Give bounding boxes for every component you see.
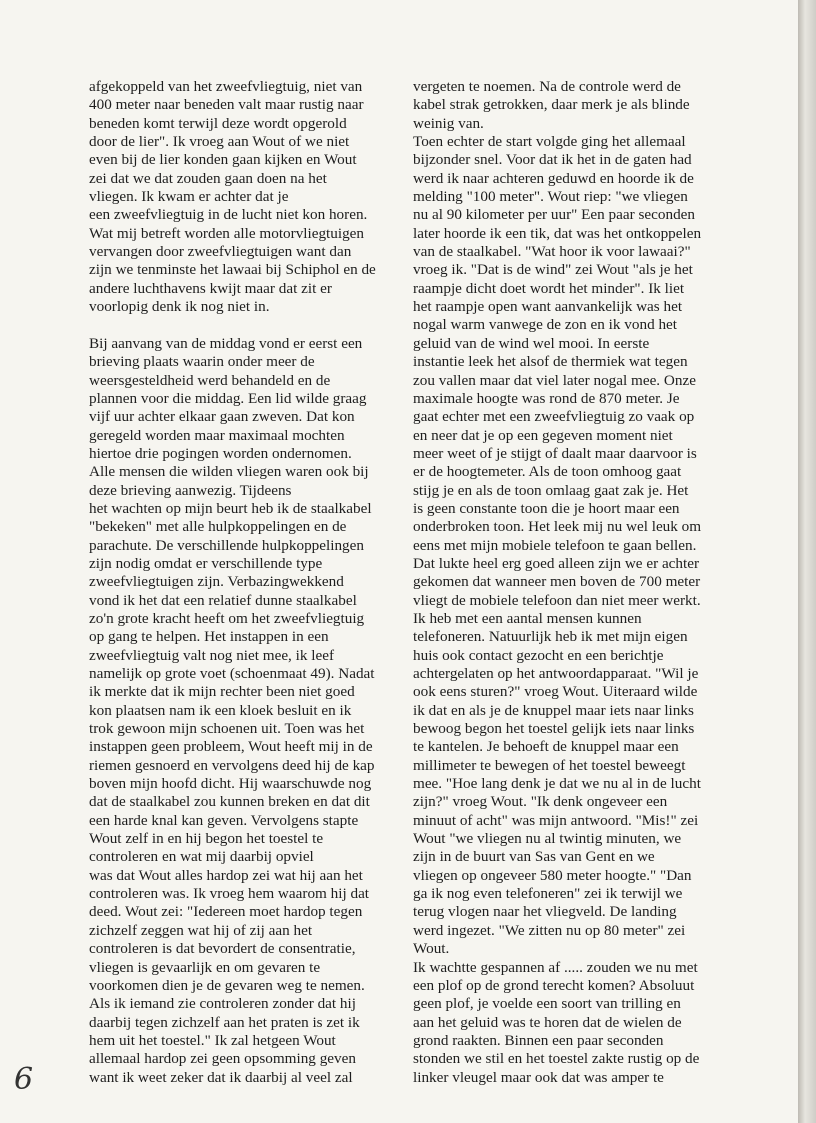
text-line: een harde knal kan geven. Vervolgens stapte <box>89 811 359 829</box>
text-line: bijzonder snel. Voor dat ik het in de gaten had <box>413 151 692 169</box>
text-line: deed. Wout zei: "Iedereen moet hardop tegen <box>89 903 363 921</box>
text-line: controleren is dat bevordert de consentratie, <box>89 940 356 958</box>
text-line: zo'n grote kracht heeft om het zweefvliegtuig <box>89 609 365 627</box>
article-column-left <box>89 78 389 1087</box>
text-line: te kantelen. Je behoeft de knuppel maar een <box>413 738 679 756</box>
text-line: zou vallen maar dat viel later nogal mee. Onze <box>413 371 696 389</box>
text-line: geen plof, je voelde een soort van trilling en <box>413 995 681 1013</box>
text-line: "bekeken" met alle hulpkoppelingen en de <box>89 518 347 536</box>
text-line: zweefvliegtuig valt nog niet mee, ik leef <box>89 646 335 664</box>
text-line: en neer dat je op een gegeven moment niet <box>413 426 673 444</box>
text-line: Wat mij betreft worden alle motorvliegtuigen <box>89 224 365 242</box>
text-line: zei dat we dat zouden gaan doen na het <box>89 169 327 187</box>
text-line: achtergelaten op het antwoordapparaat. "Wil je <box>413 665 699 682</box>
text-line: zijn?" vroeg Wout. "Ik denk ongeveer een <box>413 793 668 811</box>
text-line: is geen constante toon die je hoort maar een <box>413 499 680 517</box>
text-line: voorkomen dien je de gevaren weg te nemen. <box>89 976 365 994</box>
text-line: gaat echter met een zweefvliegtuig zo vaak op <box>413 408 695 426</box>
text-line: controleren en wat mij daarbij opviel <box>89 848 314 866</box>
text-line: daarbij tegen zichzelf aan het praten is zet ik <box>89 1013 360 1031</box>
text-line: vervangen door zweefvliegtuigen want dan <box>89 243 352 261</box>
text-line: vergeten te noemen. Na de controle werd de <box>413 78 681 95</box>
text-line: geregeld worden maar maximaal mochten <box>89 426 345 444</box>
text-line: aan het geluid was te horen dat de wielen de <box>413 1013 682 1031</box>
text-line: ga ik nog even telefoneren" zei ik terwijl we <box>413 885 683 903</box>
text-line: een zweefvliegtuig in de lucht niet kon horen. <box>89 206 368 224</box>
text-line: parachute. De verschillende hulpkoppelingen <box>89 536 364 554</box>
text-line: van de staalkabel. "Wat hoor ik voor lawaai?" <box>413 243 691 261</box>
text-line: maximale hoogte was rond de 870 meter. Je <box>413 389 680 407</box>
text-line: voorlopig denk ik nog niet in. <box>89 298 270 316</box>
text-line: andere luchthavens kwijt maar dat zit er <box>89 279 332 297</box>
text-line: Als ik iemand zie controleren zonder dat hij <box>89 995 356 1013</box>
text-line: vliegen. Ik kwam er achter dat je <box>89 188 289 206</box>
text-line: namelijk op grote voet (schoenmaat 49). Nadat <box>89 665 375 682</box>
text-line: weersgesteldheid werd behandeld en de <box>89 371 331 389</box>
text-line: meer weet of je stijgt of daalt maar daarvoor is <box>413 444 697 462</box>
text-line: 400 meter naar beneden valt maar rustig naar <box>89 96 364 114</box>
text-line: later hoorde ik een tik, dat was het ontkoppelen <box>413 224 702 242</box>
paragraph-gap <box>89 316 389 334</box>
text-line: bewoog begon het toestel gelijk iets naar links <box>413 720 695 738</box>
text-line: werd ingezet. "We zitten nu op 80 meter" zei <box>413 921 686 939</box>
text-line: minuut of acht" was mijn antwoord. "Mis!" zei <box>413 811 699 829</box>
text-line: boven mijn hoofd dicht. Hij waarschuwde nog <box>89 775 372 793</box>
text-line: door de lier". Ik vroeg aan Wout of we niet <box>89 133 350 151</box>
text-line: stonden we stil en het toestel zakte rustig op de <box>413 1050 700 1068</box>
text-line: ook eens sturen?" vroeg Wout. Uiteraard wilde <box>413 683 698 701</box>
page-edge <box>798 0 816 1123</box>
text-line: het raampje open want aanvankelijk was het <box>413 298 683 316</box>
text-line: beneden komt terwijl deze wordt opgerold <box>89 114 347 132</box>
text-line: telefoneren. Natuurlijk heb ik met mijn eigen <box>413 628 688 646</box>
text-line: trok gewoon mijn schoenen uit. Toen was het <box>89 720 365 738</box>
text-line: kabel strak getrokken, daar merk je als blinde <box>413 96 690 114</box>
text-line: een plof op de grond terecht komen? Absoluut <box>413 976 695 994</box>
text-line: onderbroken toon. Het leek mij nu wel leuk om <box>413 518 702 536</box>
text-line: deze brieving aanwezig. Tijdeens <box>89 481 292 499</box>
text-line: allemaal hardop zei geen opsomming geven <box>89 1050 356 1068</box>
page-number: 6 <box>14 1062 34 1097</box>
text-line: weinig van. <box>413 114 484 132</box>
text-line: zichzelf zeggen wat hij of zij aan het <box>89 921 313 939</box>
text-line: ik dat en als je de knuppel maar iets naar links <box>413 701 694 719</box>
text-line: vroeg ik. "Dat is de wind" zei Wout "als je het <box>413 261 693 279</box>
text-line: ik merkte dat ik mijn rechter been niet goed <box>89 683 355 701</box>
text-line: Wout "we vliegen nu al twintig minuten, we <box>413 830 682 848</box>
text-line: plannen voor die middag. Een lid wilde graag <box>89 389 367 407</box>
text-line: was dat Wout alles hardop zei wat hij aan het <box>89 866 363 884</box>
text-line: controleren was. Ik vroeg hem waarom hij dat <box>89 885 370 903</box>
text-line: Ik wachtte gespannen af ..... zouden we nu met <box>413 958 698 976</box>
text-line: linker vleugel maar ook dat was amper te <box>413 1068 664 1086</box>
text-line: geluid van de wind wel mooi. In eerste <box>413 334 650 352</box>
text-line: Dat lukte heel erg goed alleen zijn we er achter <box>413 554 700 572</box>
text-line: grond raakten. Binnen een paar seconden <box>413 1031 664 1049</box>
text-line: Toen echter de start volgde ging het allemaal <box>413 133 686 151</box>
text-line: melding "100 meter". Wout riep: "we vliegen <box>413 188 688 206</box>
text-line: raampje dicht doet wordt het minder". Ik liet <box>413 279 685 297</box>
text-line: kon plaatsen nam ik een kloek besluit en ik <box>89 701 352 719</box>
text-line: eens met mijn mobiele telefoon te gaan bellen. <box>413 536 697 554</box>
text-line: zijn in de buurt van Sas van Gent en we <box>413 848 655 866</box>
text-line: vliegen op ongeveer 580 meter hoogte." "Dan <box>413 866 692 884</box>
text-line: brieving plaats waarin onder meer de <box>89 353 315 371</box>
text-line: hem uit het toestel." Ik zal hetgeen Wout <box>89 1031 336 1049</box>
text-line: afgekoppeld van het zweefvliegtuig, niet van <box>89 78 363 95</box>
text-line: zijn we tenminste het lawaai bij Schiphol en de <box>89 261 376 279</box>
text-line: Alle mensen die wilden vliegen waren ook bij <box>89 463 369 481</box>
text-line: instantie leek het alsof de thermiek wat tegen <box>413 353 688 371</box>
text-line: millimeter te bewegen of het toestel beweegt <box>413 756 686 774</box>
text-line: vond ik het dat een relatief dunne staalkabel <box>89 591 357 609</box>
text-line: Wout. <box>413 940 450 958</box>
text-line: Wout zelf in en hij begon het toestel te <box>89 830 324 848</box>
text-line: huis ook contact gezocht en een berichtje <box>413 646 664 664</box>
text-line: Ik heb met een aantal mensen kunnen <box>413 609 642 627</box>
text-line: zijn nodig omdat er verschillende type <box>89 554 323 572</box>
text-line: terug vlogen naar het vliegveld. De landing <box>413 903 677 921</box>
text-line: er de hoogtemeter. Als de toon omhoog gaat <box>413 463 682 481</box>
text-line: nu al 90 kilometer per uur" Een paar seconden <box>413 206 695 224</box>
text-line: gekomen dat wanneer men boven de 700 meter <box>413 573 701 591</box>
text-line: vijf uur achter elkaar gaan zweven. Dat kon <box>89 408 355 426</box>
text-line: riemen gesnoerd en vervolgens deed hij de kap <box>89 756 375 774</box>
text-line: want ik weet zeker dat ik daarbij al veel zal <box>89 1068 353 1086</box>
article-column-right <box>413 78 713 1087</box>
text-line: even bij de lier konden gaan kijken en Wout <box>89 151 357 169</box>
text-line: vliegen is gevaarlijk en om gevaren te <box>89 958 321 976</box>
text-line: dat de staalkabel zou kunnen breken en dat dit <box>89 793 370 811</box>
text-line: vliegt de mobiele telefoon dan niet meer werkt. <box>413 591 701 609</box>
text-line: werd ik naar achteren geduwd en hoorde ik de <box>413 169 694 187</box>
text-line: instappen geen probleem, Wout heeft mij in de <box>89 738 373 756</box>
text-line: hiertoe drie pogingen worden ondernomen. <box>89 444 352 462</box>
text-line: zweefvliegtuigen zijn. Verbazingwekkend <box>89 573 344 591</box>
text-line: Bij aanvang van de middag vond er eerst een <box>89 334 363 352</box>
text-line: stijg je en als de toon omlaag gaat zak je. Het <box>413 481 689 499</box>
text-line: op gang te helpen. Het instappen in een <box>89 628 329 646</box>
text-line: mee. "Hoe lang denk je dat we nu al in de lucht <box>413 775 701 793</box>
text-line: nogal warm vanwege de zon en ik vond het <box>413 316 678 334</box>
text-line: het wachten op mijn beurt heb ik de staalkabel <box>89 499 372 517</box>
